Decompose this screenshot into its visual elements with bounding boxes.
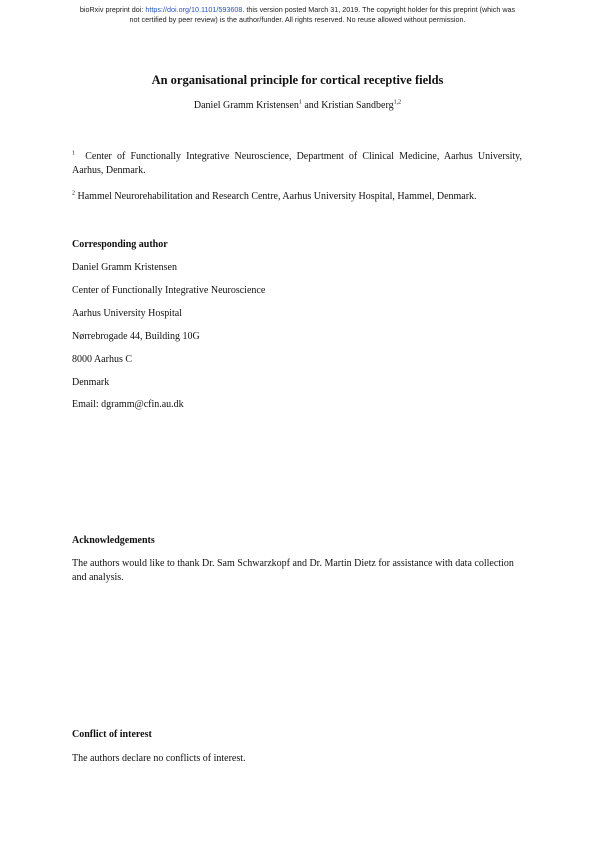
affiliation-1-text: Center of Functionally Integrative Neuroscience, Department of Clinical Medicine, Aarhus University, Aarhus, Denmark. xyxy=(72,151,522,176)
author-line xyxy=(0,100,595,111)
corresponding-author-heading: Corresponding author xyxy=(72,239,168,250)
conflict-heading: Conflict of interest xyxy=(72,729,152,740)
author-2-affil-sup: 1,2 xyxy=(393,99,402,106)
affiliation-2-number: 2 xyxy=(72,190,75,197)
paper-title: An organisational principle for cortical receptive fields xyxy=(151,73,444,87)
affiliation-2-text: Hammel Neurorehabilitation and Research Centre, Aarhus University Hospital, Hammel, Denmark. xyxy=(77,191,477,202)
affiliation-1 xyxy=(72,150,522,177)
affiliation-2 xyxy=(72,190,522,204)
banner-line2: not certified by peer review) is the author/funder. All rights reserved. No reuse allowed without permission. xyxy=(129,14,466,24)
corresponding-name: Daniel Gramm Kristensen xyxy=(72,262,177,273)
corresponding-hospital: Aarhus University Hospital xyxy=(72,308,182,319)
corresponding-email: Email: dgramm@cfin.au.dk xyxy=(72,399,184,410)
banner-prefix: bioRxiv preprint doi: xyxy=(79,5,146,14)
author-2: and Kristian Sandberg xyxy=(301,100,394,111)
doi-link[interactable]: https://doi.org/10.1101/593608 xyxy=(145,5,243,14)
corresponding-street: Nørrebrogade 44, Building 10G xyxy=(72,331,200,342)
affiliation-1-number: 1 xyxy=(72,150,75,157)
conflict-text: The authors declare no conflicts of interest. xyxy=(72,753,246,764)
corresponding-institute: Center of Functionally Integrative Neuroscience xyxy=(72,285,266,296)
author-1: Daniel Gramm Kristensen xyxy=(193,100,299,111)
corresponding-city: 8000 Aarhus C xyxy=(72,354,132,365)
corresponding-country: Denmark xyxy=(72,377,110,388)
acknowledgements-text: The authors would like to thank Dr. Sam Schwarzkopf and Dr. Martin Dietz for assistance with data collection and analysis. xyxy=(72,558,514,583)
acknowledgements-heading: Acknowledgements xyxy=(72,535,155,546)
banner-line1-rest: . this version posted March 31, 2019. The copyright holder for this preprint (which was xyxy=(242,5,516,14)
preprint-banner xyxy=(0,5,595,24)
author-1-affil-sup: 1 xyxy=(298,99,302,106)
